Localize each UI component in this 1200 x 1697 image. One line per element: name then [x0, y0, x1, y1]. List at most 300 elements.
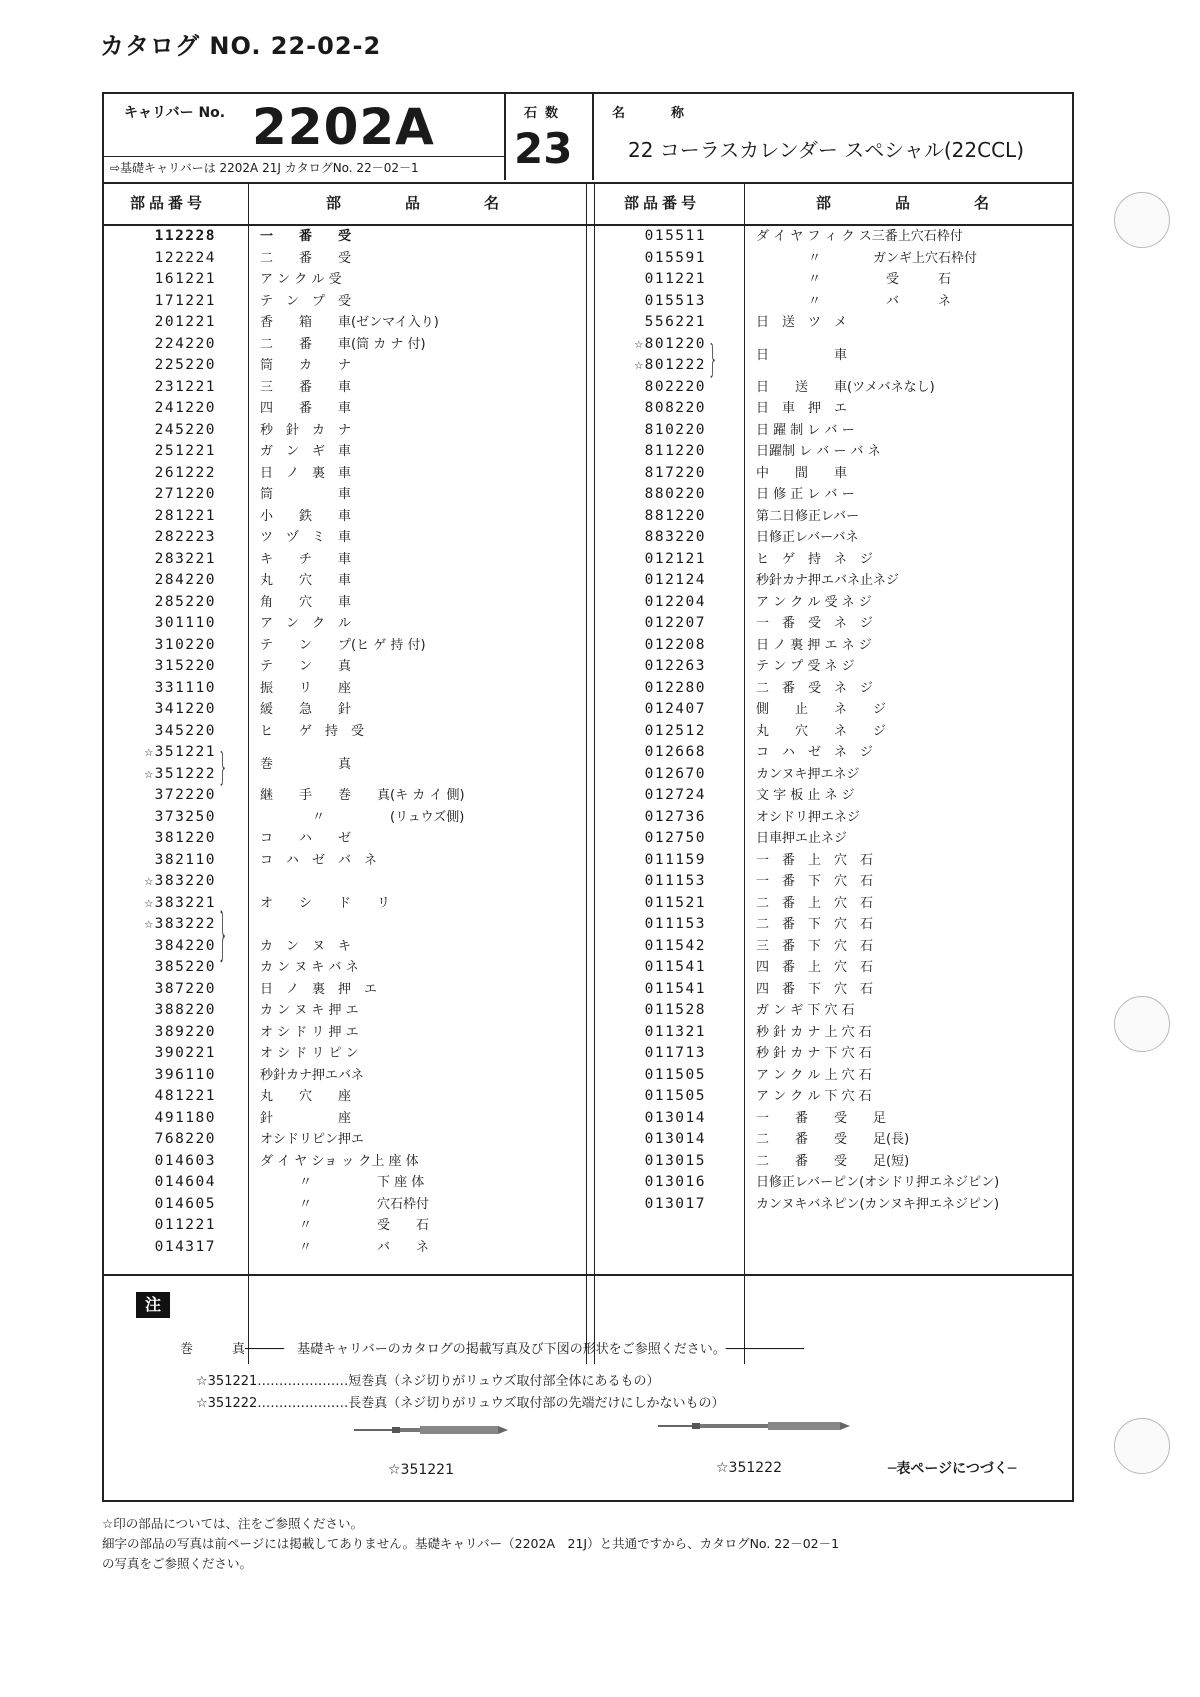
table-row [594, 527, 1074, 548]
part-number: 225220 [154, 357, 216, 373]
part-number: 331110 [154, 679, 216, 696]
note-short-stem: ☆351221…………………短巻真（ネジ切りがリュウズ取付部全体にあるもの） [196, 1374, 660, 1389]
part-number: 384220 [154, 937, 216, 954]
part-number: 011321 [644, 1023, 706, 1040]
table-row [594, 463, 1074, 484]
table-row [104, 1086, 584, 1107]
part-number: 271220 [154, 486, 216, 502]
part-name: キ チ 車 [260, 551, 352, 567]
part-name: 日躍制 レ バ ー バ ネ [756, 444, 881, 459]
left-part-name-header: 部品名 [326, 194, 564, 212]
table-row [104, 850, 584, 871]
part-number: 281221 [154, 507, 216, 524]
part-number: 012750 [644, 830, 706, 846]
part-number: 012407 [644, 701, 706, 717]
table-row [594, 635, 1074, 656]
part-number: 341220 [154, 701, 216, 717]
part-number: 015511 [644, 228, 706, 244]
table-row [594, 377, 1074, 398]
table-row [594, 979, 1074, 1000]
table-row [594, 441, 1074, 462]
table-row [104, 678, 584, 699]
grouped-part-name: 日 車 [756, 348, 848, 363]
part-number: 345220 [154, 722, 216, 739]
right-part-name-header: 部品名 [816, 194, 1054, 212]
note-badge: 注 [136, 1292, 170, 1318]
caliber-header [104, 94, 1072, 184]
table-row [594, 1065, 1074, 1086]
part-number: 112228 [154, 228, 216, 244]
part-number: 261222 [154, 464, 216, 481]
part-name: 筒 カ ナ [260, 358, 352, 373]
table-row [104, 592, 584, 613]
table-row [104, 269, 584, 290]
part-number: ☆801222 [634, 357, 706, 373]
part-number: 810220 [644, 421, 706, 438]
table-row [594, 592, 1074, 613]
part-name: ツ ヅ ミ 車 [260, 530, 352, 545]
part-number: 011713 [644, 1045, 706, 1061]
part-name: 二 番 受 足(長) [756, 1132, 910, 1147]
part-number: 315220 [154, 658, 216, 674]
table-row [594, 1194, 1074, 1215]
table-row [104, 1000, 584, 1021]
table-row [104, 828, 584, 849]
part-number: ☆351222 [144, 765, 216, 782]
part-number: 381220 [154, 830, 216, 846]
part-number: 556221 [644, 314, 706, 330]
group-brace: } [708, 338, 718, 382]
part-name: ダ イ ヤ フ ィ ク ス三番上穴石枠付 [756, 229, 963, 244]
table-row [104, 549, 584, 570]
continued-note: ─表ページにつづく─ [888, 1461, 1017, 1477]
part-number: 241220 [154, 400, 216, 416]
table-row [594, 678, 1074, 699]
part-number: 396110 [154, 1066, 216, 1083]
part-number: 014317 [154, 1238, 216, 1255]
long-stem-label: ☆351222 [716, 1460, 782, 1476]
part-name: ヒ ゲ 持 ネ ジ [756, 551, 874, 567]
part-name: コ ハ ゼ バ ネ [260, 852, 378, 868]
part-number: 012736 [644, 808, 706, 825]
part-number: 768220 [154, 1131, 216, 1147]
model-name: 22 コーラスカレンダー スペシャル(22CCL) [628, 138, 1024, 162]
part-name: 三 番 車 [260, 379, 352, 395]
table-row [104, 656, 584, 677]
table-row [104, 979, 584, 1000]
part-name: 日修正レバーバネ [756, 530, 859, 545]
part-number: 011159 [644, 851, 706, 868]
table-row [594, 1129, 1074, 1150]
part-name: 〃 バ ネ [756, 293, 952, 309]
part-name: 〃 穴石枠付 [260, 1196, 430, 1212]
table-row [104, 1065, 584, 1086]
table-row [104, 377, 584, 398]
part-name: 二 番 受 足(短) [756, 1153, 910, 1169]
table-row [104, 334, 584, 355]
part-number: 012724 [644, 787, 706, 803]
part-name: 秒 針 カ ナ 上 穴 石 [756, 1024, 872, 1040]
part-name: 四 番 下 穴 石 [756, 981, 874, 997]
table-row [594, 893, 1074, 914]
table-row [104, 1022, 584, 1043]
part-name: カ ン ヌ キ [260, 938, 352, 954]
table-row [594, 1086, 1074, 1107]
part-number: 013014 [644, 1131, 706, 1147]
part-name: 日 ノ 裏 押 エ [260, 981, 378, 997]
part-name: 中 間 車 [756, 465, 848, 481]
part-name: ガ ン ギ 車 [260, 444, 352, 459]
table-row [104, 1108, 584, 1129]
part-name: 日 ノ 裏 押 エ ネ ジ [756, 637, 872, 653]
part-number: 372220 [154, 787, 216, 803]
table-row [104, 785, 584, 806]
part-number: 011521 [644, 894, 706, 911]
part-number: 013016 [644, 1174, 706, 1190]
jewel-label: 石数 [524, 106, 567, 121]
table-row [594, 549, 1074, 570]
part-number: 011541 [644, 980, 706, 997]
table-row [594, 248, 1074, 269]
table-row [594, 936, 1074, 957]
part-number: 122224 [154, 249, 216, 266]
part-number: ☆383220 [144, 873, 216, 889]
part-name: 側 止 ネ ジ [756, 702, 887, 717]
part-name: 四 番 車 [260, 401, 352, 416]
long-stem-illustration [656, 1416, 856, 1436]
part-number: 011221 [154, 1217, 216, 1233]
part-number: 012121 [644, 550, 706, 567]
table-row [594, 721, 1074, 742]
part-name: 二 番 上 穴 石 [756, 895, 874, 911]
part-number: 388220 [154, 1002, 216, 1018]
part-number: 013017 [644, 1195, 706, 1212]
table-row [594, 312, 1074, 333]
table-row [594, 871, 1074, 892]
part-name: 丸 穴 車 [260, 573, 352, 588]
part-name: 〃 バ ネ [260, 1239, 430, 1255]
part-name: 四 番 上 穴 石 [756, 960, 874, 975]
part-number: 012204 [644, 593, 706, 610]
part-name: 一 番 受 足 [756, 1110, 887, 1126]
part-name: 〃 下 座 体 [260, 1175, 425, 1190]
part-number: ☆351221 [144, 744, 216, 760]
part-name: カンヌキ押エネジ [756, 766, 860, 782]
part-name: ガ ン ギ 下 穴 石 [756, 1003, 855, 1018]
table-row [104, 635, 584, 656]
table-row [594, 484, 1074, 505]
part-name: ア ン ク ル 上 穴 石 [756, 1067, 872, 1083]
part-name: カンヌキバネピン(カンヌキ押エネジピン) [756, 1196, 1000, 1212]
part-name: 〃 受 石 [260, 1218, 430, 1233]
part-name: ア ン ク ル 受 [260, 272, 342, 287]
table-row [594, 764, 1074, 785]
part-name: 秒 針 カ ナ 下 穴 石 [756, 1046, 872, 1061]
part-number: 808220 [644, 400, 706, 416]
part-number: 013014 [644, 1109, 706, 1126]
part-number: 382110 [154, 851, 216, 868]
table-row [104, 506, 584, 527]
binder-hole [1114, 996, 1170, 1052]
part-name: オ シ ド リ 押 エ [260, 1024, 359, 1040]
part-number: 481221 [154, 1088, 216, 1104]
footer-line-2: 細字の部品の写真は前ページには掲載してありません。基礎キャリバー（2202A 21J）と共通ですから、カタログNo. 22－02－1 [102, 1536, 840, 1551]
table-row [594, 957, 1074, 978]
part-number: 811220 [644, 443, 706, 459]
table-row [104, 1151, 584, 1172]
part-number: 011221 [644, 271, 706, 287]
part-name: 緩 急 針 [260, 702, 352, 717]
part-number: 012668 [644, 744, 706, 760]
part-name: コ ハ ゼ ネ ジ [756, 745, 874, 760]
part-number: 387220 [154, 980, 216, 997]
part-number: 283221 [154, 550, 216, 567]
part-number: 012263 [644, 658, 706, 674]
table-row [594, 807, 1074, 828]
footer-line-3: の写真をご参照ください。 [102, 1556, 253, 1571]
part-number: 373250 [154, 808, 216, 825]
part-name: 〃 受 石 [756, 272, 952, 287]
table-row [594, 914, 1074, 935]
part-name: テ ン プ(ヒ ゲ 持 付) [260, 637, 426, 653]
part-number: 013015 [644, 1152, 706, 1169]
caliber-label: キャリバー No. [124, 105, 226, 121]
table-row [594, 570, 1074, 591]
table-row [104, 441, 584, 462]
part-name: 秒針カナ押エバネ [260, 1067, 365, 1083]
part-number: 285220 [154, 593, 216, 610]
part-number: 011505 [644, 1088, 706, 1104]
table-row [104, 871, 584, 892]
part-number: 015513 [644, 292, 706, 309]
part-name: 日 車 押 エ [756, 401, 848, 416]
part-name: ア ン ク ル 下 穴 石 [756, 1089, 872, 1104]
part-name: コ ハ ゼ [260, 831, 352, 846]
table-row [104, 914, 584, 935]
part-name: 一 番 上 穴 石 [756, 852, 874, 868]
part-number: 301110 [154, 615, 216, 631]
part-name: ダ イ ヤ ショ ッ ク上 座 体 [260, 1153, 419, 1169]
part-name: 角 穴 車 [260, 594, 352, 610]
table-row [104, 721, 584, 742]
table-row [104, 226, 584, 247]
part-name: 一 番 受 [260, 229, 352, 244]
table-row [104, 527, 584, 548]
part-name: オシドリ押エネジ [756, 809, 861, 825]
table-row [104, 291, 584, 312]
table-row [594, 398, 1074, 419]
part-number: 011153 [644, 873, 706, 889]
note-main-text: 巻 真───── 基礎キャリバーのカタログの掲載写真及び下図の形状をご参照ください。────────── [180, 1342, 805, 1357]
header-divider [592, 94, 594, 180]
part-number: 491180 [154, 1109, 216, 1126]
part-name: テ ン 真 [260, 659, 352, 674]
table-row [104, 807, 584, 828]
table-row [594, 785, 1074, 806]
short-stem-illustration [352, 1420, 512, 1440]
table-row [104, 248, 584, 269]
table-row [104, 1043, 584, 1064]
part-number: 881220 [644, 507, 706, 524]
part-number: 817220 [644, 464, 706, 481]
part-name: 日 送 ツ メ [756, 315, 848, 330]
base-caliber-note: ⇨基礎キャリバーは 2202A 21J カタログNo. 22－02－1 [104, 156, 504, 180]
part-name: カ ン ヌ キ バ ネ [260, 960, 359, 975]
part-number: 011541 [644, 959, 706, 975]
part-name: 一 番 下 穴 石 [756, 874, 874, 889]
part-number: 012207 [644, 615, 706, 631]
part-name: 丸 穴 座 [260, 1089, 352, 1104]
part-number: 012280 [644, 679, 706, 696]
note-long-stem: ☆351222…………………長巻真（ネジ切りがリュウズ取付部の先端だけにしかないもの） [196, 1396, 725, 1411]
table-row [104, 398, 584, 419]
table-row [594, 742, 1074, 763]
part-number: 014604 [154, 1174, 216, 1190]
table-row [594, 613, 1074, 634]
table-row [594, 1022, 1074, 1043]
part-number: 310220 [154, 636, 216, 653]
name-label: 名称 [612, 106, 731, 121]
part-name: 二 番 車(筒 カ ナ 付) [260, 336, 426, 352]
table-row [104, 1215, 584, 1236]
part-number: 161221 [154, 271, 216, 287]
part-name: オシドリピン押エ [260, 1132, 365, 1147]
group-brace: } [218, 746, 228, 790]
part-name: 二 番 下 穴 石 [756, 917, 874, 932]
part-number: ☆383221 [144, 894, 216, 911]
part-name: 日 修 正 レ バ ー [756, 487, 855, 502]
part-name: 文 字 板 止 ネ ジ [756, 788, 855, 803]
binder-hole [1114, 192, 1170, 248]
part-name: 針 座 [260, 1110, 352, 1126]
table-row [594, 699, 1074, 720]
table-row [594, 1043, 1074, 1064]
table-row [104, 1172, 584, 1193]
part-name: 三 番 下 穴 石 [756, 938, 874, 954]
table-row [594, 656, 1074, 677]
jewel-count: 23 [514, 124, 573, 173]
part-name: 日 躍 制 レ バ ー [756, 422, 855, 438]
part-number: 011528 [644, 1002, 706, 1018]
part-number: 201221 [154, 314, 216, 330]
table-row [104, 1237, 584, 1258]
part-name: 秒 針 カ ナ [260, 422, 352, 438]
part-name: 二 番 受 ネ ジ [756, 680, 874, 696]
header-divider [504, 94, 506, 180]
part-number: 011542 [644, 937, 706, 954]
table-row [104, 699, 584, 720]
table-row [594, 1172, 1074, 1193]
left-part-no-header: 部品番号 [130, 194, 207, 212]
part-number: 284220 [154, 572, 216, 588]
part-name: 日修正レバーピン(オシドリ押エネジピン) [756, 1175, 1000, 1190]
part-name: 筒 車 [260, 487, 352, 502]
grouped-part-name: 巻 真 [260, 756, 352, 772]
part-name: 日車押エ止ネジ [756, 831, 848, 846]
part-name: 丸 穴 ネ ジ [756, 723, 887, 739]
table-row [594, 420, 1074, 441]
footer-line-1: ☆印の部品については、注をご参照ください。 [102, 1516, 363, 1531]
part-name: オ シ ド リ ピ ン [260, 1046, 359, 1061]
table-row [594, 1108, 1074, 1129]
part-name: カ ン ヌ キ 押 エ [260, 1003, 359, 1018]
table-row [104, 355, 584, 376]
group-brace: } [218, 903, 228, 969]
parts-list-frame [102, 92, 1074, 1502]
part-name: 二 番 受 [260, 250, 352, 266]
part-number: 802220 [644, 378, 706, 395]
part-number: 014605 [154, 1195, 216, 1212]
part-number: ☆801220 [634, 335, 706, 352]
table-row [104, 957, 584, 978]
short-stem-label: ☆351221 [388, 1462, 454, 1478]
table-row [104, 1194, 584, 1215]
part-number: 282223 [154, 529, 216, 545]
table-row [594, 828, 1074, 849]
part-number: 014603 [154, 1152, 216, 1169]
table-row [104, 570, 584, 591]
part-name: テ ン プ 受 ネ ジ [756, 659, 855, 674]
part-name: ア ン ク ル [260, 616, 352, 631]
table-row [594, 1000, 1074, 1021]
right-part-no-header: 部品番号 [624, 194, 701, 212]
part-name: 秒針カナ押エバネ止ネジ [756, 573, 900, 588]
part-name: 小 鉄 車 [260, 508, 352, 524]
notes-section [104, 1274, 1072, 1502]
part-name: 振 リ 座 [260, 680, 352, 696]
part-number: 245220 [154, 421, 216, 438]
part-name: 〃 (リュウズ側) [260, 809, 465, 825]
part-number: 390221 [154, 1045, 216, 1061]
part-name: 香 箱 車(ゼンマイ入り) [260, 315, 439, 330]
part-number: 231221 [154, 378, 216, 395]
table-row [594, 269, 1074, 290]
binder-hole [1114, 1418, 1170, 1474]
table-row [594, 226, 1074, 247]
part-number: ☆383222 [144, 916, 216, 932]
grouped-part-name: オ シ ド リ [260, 896, 391, 912]
part-number: 012124 [644, 572, 706, 588]
part-name: 〃 ガンギ上穴石枠付 [756, 250, 978, 266]
part-number: 015591 [644, 249, 706, 266]
column-header-row [104, 182, 1072, 226]
table-row [104, 936, 584, 957]
part-number: 224220 [154, 335, 216, 352]
part-number: 012670 [644, 765, 706, 782]
part-name: 日 ノ 裏 車 [260, 465, 352, 481]
part-number: 251221 [154, 443, 216, 459]
table-row [104, 613, 584, 634]
part-name: 第二日修正レバー [756, 508, 860, 524]
part-number: 883220 [644, 529, 706, 545]
part-number: 880220 [644, 486, 706, 502]
table-row [104, 463, 584, 484]
catalog-number: カタログ NO. 22-02-2 [100, 32, 382, 60]
part-number: 389220 [154, 1023, 216, 1040]
caliber-number: 2202A [252, 98, 435, 156]
caliber-box [104, 94, 504, 180]
table-row [594, 850, 1074, 871]
table-row [104, 484, 584, 505]
part-name: 日 送 車(ツメバネなし) [756, 379, 935, 395]
table-row [594, 1151, 1074, 1172]
table-row [104, 312, 584, 333]
part-name: ア ン ク ル 受 ネ ジ [756, 594, 872, 610]
part-number: 385220 [154, 959, 216, 975]
table-row [594, 291, 1074, 312]
table-row [104, 1129, 584, 1150]
part-number: 171221 [154, 292, 216, 309]
